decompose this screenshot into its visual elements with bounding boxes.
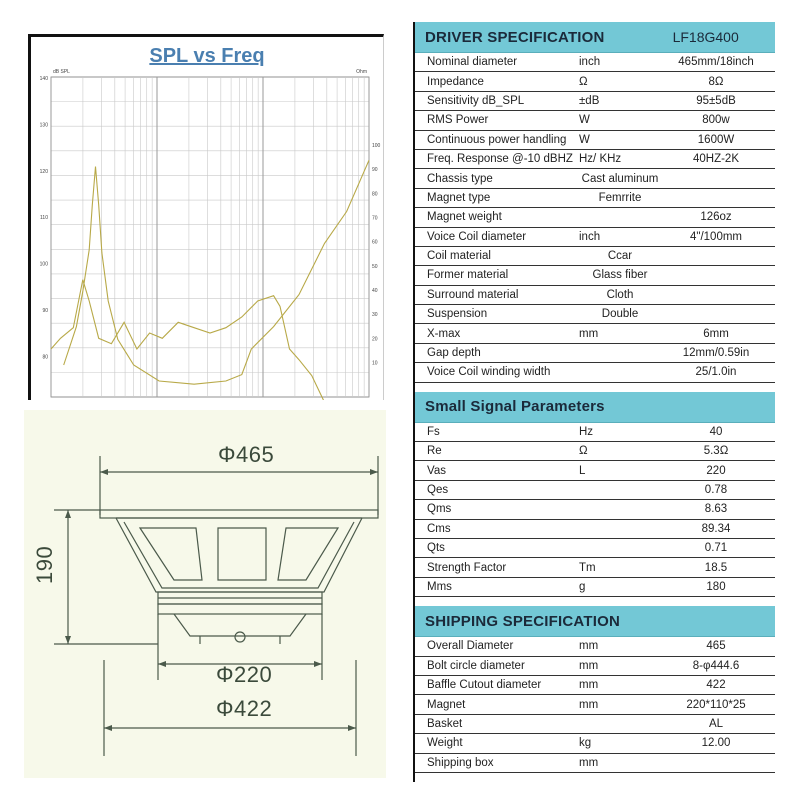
param-unit: mm — [579, 659, 599, 672]
y-tick-label-right: 40 — [372, 288, 378, 295]
y-tick-label-left: 90 — [42, 308, 48, 314]
dimension-drawing — [24, 410, 386, 778]
table-row — [415, 72, 775, 91]
y-tick-label-left: 120 — [39, 168, 48, 175]
spec-sheet — [413, 22, 775, 782]
table-row — [415, 53, 775, 72]
param-name: Mms — [427, 580, 452, 593]
param-value: 25/1.0in — [695, 366, 737, 379]
driver-specification-section — [415, 22, 775, 383]
table-row — [415, 111, 775, 130]
param-name: Cms — [427, 522, 451, 535]
param-name: Sensitivity dB_SPL — [427, 94, 525, 107]
param-name: Suspension — [427, 308, 488, 321]
param-value: 0.71 — [704, 542, 728, 555]
param-unit: mm — [579, 698, 599, 711]
table-row — [415, 423, 775, 442]
param-name: Qts — [427, 542, 445, 555]
param-name: Fs — [427, 425, 440, 438]
y-tick-label-right: 80 — [372, 191, 378, 198]
table-row — [415, 657, 775, 676]
table-row — [415, 266, 775, 285]
param-value: 220 — [706, 464, 726, 477]
param-name: Magnet — [427, 698, 466, 711]
param-unit: Ω — [579, 445, 588, 458]
plot-area — [51, 77, 369, 397]
model-number: LF18G400 — [672, 29, 739, 45]
param-unit: kg — [579, 737, 592, 750]
param-value: 5.3Ω — [703, 445, 729, 458]
param-unit: mm — [579, 640, 599, 653]
table-row — [415, 228, 775, 247]
section-title: SHIPPING SPECIFICATION — [425, 612, 620, 630]
table-row — [415, 734, 775, 753]
table-row — [415, 442, 775, 461]
dim-height-label: 190 — [32, 545, 57, 584]
param-value: 126oz — [700, 211, 732, 224]
param-value: 1600W — [697, 133, 735, 146]
param-unit: mm — [579, 679, 599, 692]
spl-chart-panel — [28, 34, 384, 400]
param-unit: g — [579, 580, 586, 593]
param-unit: L — [579, 464, 586, 477]
param-name: Vas — [427, 464, 446, 477]
dim-overall-label: Φ465 — [218, 442, 275, 467]
param-name: Weight — [427, 737, 463, 750]
section-header — [415, 22, 775, 53]
param-unit: Tm — [579, 561, 596, 574]
param-name: X-max — [427, 327, 461, 340]
param-name: Chassis type — [427, 172, 493, 185]
param-value: 8-φ444.6 — [692, 659, 740, 672]
table-row — [415, 324, 775, 343]
param-name: RMS Power — [427, 114, 489, 127]
param-name: Basket — [427, 717, 463, 730]
param-name: Gap depth — [427, 347, 481, 360]
table-row — [415, 150, 775, 169]
param-unit: Femrrite — [598, 191, 642, 204]
y-tick-label-left: 110 — [40, 215, 48, 222]
y-tick-label-right: 60 — [372, 239, 378, 246]
param-name: Impedance — [427, 75, 484, 88]
param-name: Qms — [427, 503, 452, 516]
table-row — [415, 363, 775, 382]
table-row — [415, 539, 775, 558]
table-row — [415, 92, 775, 111]
param-unit: mm — [579, 756, 599, 769]
y-tick-label-right: 70 — [372, 215, 378, 222]
param-unit: Cast aluminum — [581, 172, 659, 185]
table-row — [415, 131, 775, 150]
param-unit: ±dB — [579, 94, 600, 107]
param-name: Shipping box — [427, 756, 494, 769]
param-name: Re — [427, 445, 442, 458]
param-value: 6mm — [703, 327, 729, 340]
param-value: 8Ω — [708, 75, 724, 88]
table-row — [415, 676, 775, 695]
section-title: DRIVER SPECIFICATION — [425, 28, 605, 46]
param-value: 422 — [706, 679, 726, 692]
param-name: Coil material — [427, 250, 491, 263]
table-row — [415, 247, 775, 266]
param-value: 18.5 — [704, 561, 728, 574]
param-value: 465mm/18inch — [678, 56, 754, 69]
param-unit: Cloth — [606, 288, 634, 301]
param-unit: Ω — [579, 75, 588, 88]
param-value: 95±5dB — [696, 94, 736, 107]
param-value: 4"/100mm — [689, 230, 743, 243]
param-value: 89.34 — [701, 522, 731, 535]
section-header — [415, 392, 775, 423]
param-name: Freq. Response @-10 dBHZ — [427, 153, 573, 166]
param-name: Overall Diameter — [427, 640, 514, 653]
param-unit: inch — [579, 230, 601, 243]
param-value: 220*110*25 — [686, 698, 746, 711]
param-value: AL — [708, 717, 724, 730]
table-row — [415, 169, 775, 188]
param-value: 800w — [702, 114, 730, 127]
y-tick-label-right: 20 — [372, 336, 378, 343]
param-name: Bolt circle diameter — [427, 659, 525, 672]
spl-chart — [31, 37, 384, 400]
param-unit: Hz — [579, 425, 594, 438]
speaker-cross-section — [24, 410, 386, 778]
table-row — [415, 189, 775, 208]
param-value: 465 — [706, 640, 726, 653]
param-name: Baffle Cutout diameter — [427, 679, 542, 692]
param-unit: Ccar — [607, 250, 633, 263]
param-name: Voice Coil winding width — [427, 366, 551, 379]
y-tick-label-left: 130 — [39, 122, 48, 129]
param-unit: W — [579, 114, 590, 127]
chart-title: SPL vs Freq — [149, 45, 265, 67]
table-row — [415, 305, 775, 324]
y-tick-label-left: 140 — [39, 76, 48, 82]
param-unit: Double — [601, 308, 639, 321]
section-header — [415, 606, 775, 637]
table-row — [415, 344, 775, 363]
table-row — [415, 500, 775, 519]
param-unit: W — [579, 133, 590, 146]
y-tick-label-right: 10 — [372, 360, 378, 367]
small-signal-section — [415, 392, 775, 598]
param-name: Former material — [427, 269, 509, 282]
table-row — [415, 461, 775, 480]
param-value: 40 — [709, 425, 723, 438]
y-axis-label-left: dB SPL — [53, 69, 70, 75]
param-unit: Glass fiber — [592, 269, 648, 282]
table-row — [415, 754, 775, 773]
table-row — [415, 695, 775, 714]
table-row — [415, 520, 775, 539]
section-title: Small Signal Parameters — [425, 398, 605, 416]
y-tick-label-right: 50 — [372, 263, 378, 270]
y-axis-label-right: Ohm — [356, 69, 367, 75]
param-unit: Hz/ KHz — [579, 153, 622, 166]
y-tick-label-right: 30 — [372, 312, 378, 319]
table-row — [415, 208, 775, 227]
table-row — [415, 481, 775, 500]
param-name: Strength Factor — [427, 561, 507, 574]
y-tick-label-right: 90 — [372, 167, 378, 174]
param-value: 40HZ-2K — [692, 153, 740, 166]
table-row — [415, 715, 775, 734]
param-name: Magnet weight — [427, 211, 502, 224]
y-tick-label-left: 80 — [42, 354, 48, 361]
param-name: Qes — [427, 484, 449, 496]
param-name: Continuous power handling — [427, 133, 567, 146]
param-name: Magnet type — [427, 191, 491, 204]
table-row — [415, 286, 775, 305]
y-tick-label-left: 100 — [39, 261, 48, 268]
table-row — [415, 578, 775, 597]
param-value: 180 — [706, 580, 726, 593]
param-value: 0.78 — [704, 484, 728, 496]
param-value: 12.00 — [701, 737, 731, 750]
param-value: 12mm/0.59in — [682, 347, 750, 360]
dim-cutout-label: Φ422 — [216, 696, 273, 721]
y-tick-label-right: 100 — [372, 143, 381, 149]
param-name: Voice Coil diameter — [427, 230, 527, 243]
table-row — [415, 637, 775, 656]
dim-magnet-label: Φ220 — [216, 662, 273, 687]
param-value: 8.63 — [704, 503, 728, 516]
table-row — [415, 558, 775, 577]
shipping-specification-section — [415, 606, 775, 773]
param-unit: inch — [579, 56, 601, 69]
param-unit: mm — [579, 327, 599, 340]
param-name: Surround material — [427, 288, 519, 301]
param-name: Nominal diameter — [427, 56, 518, 69]
